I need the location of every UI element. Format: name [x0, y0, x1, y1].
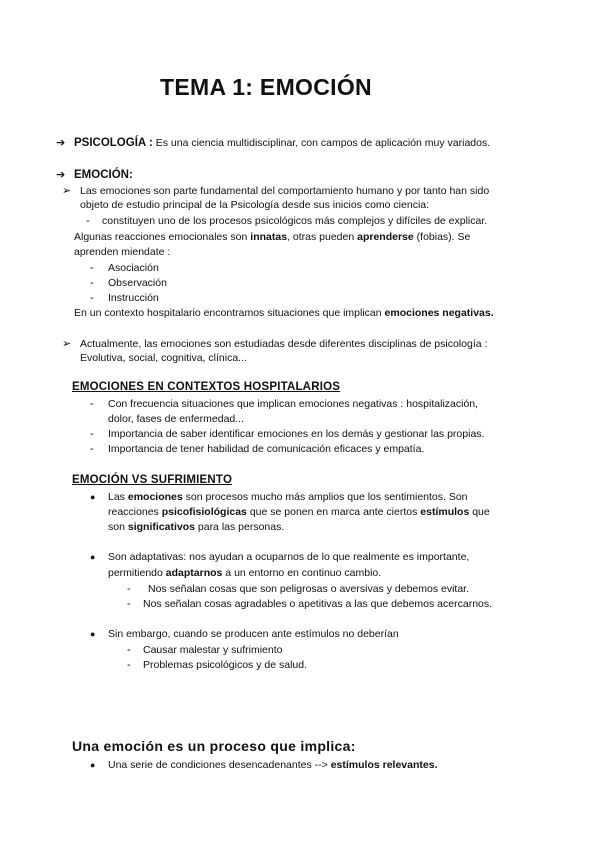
significativos-bold: significativos	[127, 521, 195, 533]
vs-heading: EMOCIÓN VS SUFRIMIENTO	[72, 474, 233, 486]
text-run: Las	[108, 491, 128, 503]
vs-b1-line2	[108, 505, 490, 519]
dash-bullet-icon: -	[90, 262, 94, 274]
dash-bullet-icon: -	[127, 583, 131, 595]
bullet-icon: ●	[90, 552, 96, 562]
psicologia-label: PSICOLOGÍA :	[74, 137, 153, 149]
emocion-heading: EMOCIÓN:	[74, 169, 133, 181]
emocion-p1-sub: constituyen uno de los procesos psicológicos más complejos y difíciles de explicar.	[102, 215, 488, 227]
estimulos-bold: estímulos	[420, 506, 470, 518]
process-heading: Una emoción es un proceso que implica:	[72, 738, 356, 754]
adaptarnos-bold: adaptarnos	[165, 567, 223, 579]
innatas-bold: innatas	[250, 231, 288, 243]
hospital-heading: EMOCIONES EN CONTEXTOS HOSPITALARIOS	[72, 381, 341, 393]
text-run: son procesos mucho más amplios que los sentimientos. Son	[182, 491, 468, 503]
text-run: Algunas reacciones emocionales son	[74, 231, 251, 243]
dash-bullet-icon: -	[90, 277, 94, 289]
learn-item: Observación	[108, 277, 167, 289]
triangle-bullet-icon: ➢	[62, 338, 72, 350]
text-run: (fobias). Se	[413, 231, 471, 243]
triangle-bullet-icon: ➢	[62, 185, 72, 197]
text-run: , otras pueden	[287, 231, 358, 243]
emocion-p4-line2: Evolutiva, social, cognitiva, clínica...	[80, 352, 247, 364]
dash-bullet-icon: -	[90, 398, 94, 410]
emociones-negativas-bold: emociones negativas.	[384, 307, 494, 319]
text-run: Una serie de condiciones desencadenantes -->	[108, 759, 331, 771]
psicofisiologicas-bold: psicofisiológicas	[161, 506, 247, 518]
hospital-item1-line1: Con frecuencia situaciones que implican emociones negativas : hospitalización,	[108, 398, 479, 410]
psicologia-text: Es una ciencia multidisciplinar, con campos de aplicación muy variados.	[152, 137, 491, 149]
dash-bullet-icon: -	[86, 215, 90, 227]
hospital-item3: Importancia de tener habilidad de comunicación eficaces y empatía.	[108, 443, 425, 455]
emocion-p4-line1: Actualmente, las emociones son estudiadas desde diferentes disciplinas de psicología :	[80, 338, 488, 350]
process-b1	[108, 758, 438, 772]
arrow-icon: ➔	[56, 137, 66, 149]
vs-b3-sub1: Causar malestar y sufrimiento	[143, 644, 283, 656]
emocion-p1-line2: objeto de estudio principal de la Psicología desde sus inicios como ciencia:	[80, 199, 430, 211]
psicologia-line	[74, 136, 490, 150]
dash-bullet-icon: -	[127, 659, 131, 671]
vs-b1-line1	[108, 490, 468, 504]
text-run: para las personas.	[194, 521, 285, 533]
vs-b1-line3	[108, 520, 284, 534]
text-run: a un entorno en continuo cambio.	[222, 567, 382, 579]
dash-bullet-icon: -	[127, 598, 131, 610]
text-run: son	[108, 521, 128, 533]
vs-b2-line1: Son adaptativas: nos ayudan a ocuparnos de lo que realmente es importante,	[108, 551, 470, 563]
estimulos-relevantes-bold: estímulos relevantes.	[330, 759, 438, 771]
hospital-item2: Importancia de saber identificar emociones en los demás y gestionar las propias.	[108, 428, 485, 440]
emociones-bold: emociones	[127, 491, 183, 503]
text-run: reacciones	[108, 506, 162, 518]
text-run: que se ponen en marca ante ciertos	[246, 506, 421, 518]
bullet-icon: ●	[90, 629, 96, 639]
arrow-icon: ➔	[56, 169, 66, 181]
page-title: TEMA 1: EMOCIÓN	[160, 74, 372, 100]
dash-bullet-icon: -	[127, 644, 131, 656]
vs-b2-sub2: Nos señalan cosas agradables o apetitivas a las que debemos acercarnos.	[143, 598, 493, 610]
aprenderse-bold: aprenderse	[357, 231, 414, 243]
learn-item: Asociación	[108, 262, 159, 274]
text-run: que	[469, 506, 490, 518]
emocion-p1-line1: Las emociones son parte fundamental del comportamiento humano y por tanto han sido	[80, 185, 490, 197]
bullet-icon: ●	[90, 492, 96, 502]
hospital-item1-line2: dolor, fases de enfermedad...	[108, 413, 245, 425]
bullet-icon: ●	[90, 760, 96, 770]
vs-b3-sub2: Problemas psicológicos y de salud.	[143, 659, 308, 671]
emocion-p3	[74, 306, 494, 320]
vs-b2-sub1: Nos señalan cosas que son peligrosas o aversivas y debemos evitar.	[148, 583, 470, 595]
text-run: En un contexto hospitalario encontramos situaciones que implican	[74, 307, 385, 319]
vs-b2-line2	[108, 566, 381, 580]
dash-bullet-icon: -	[90, 292, 94, 304]
emocion-p2-line1	[74, 230, 470, 244]
emocion-p2-line2: aprenden miendate :	[74, 246, 171, 258]
vs-b3: Sin embargo, cuando se producen ante estímulos no deberían	[108, 628, 399, 640]
dash-bullet-icon: -	[90, 443, 94, 455]
text-run: permitiendo	[108, 567, 166, 579]
dash-bullet-icon: -	[90, 428, 94, 440]
learn-item: Instrucción	[108, 292, 159, 304]
